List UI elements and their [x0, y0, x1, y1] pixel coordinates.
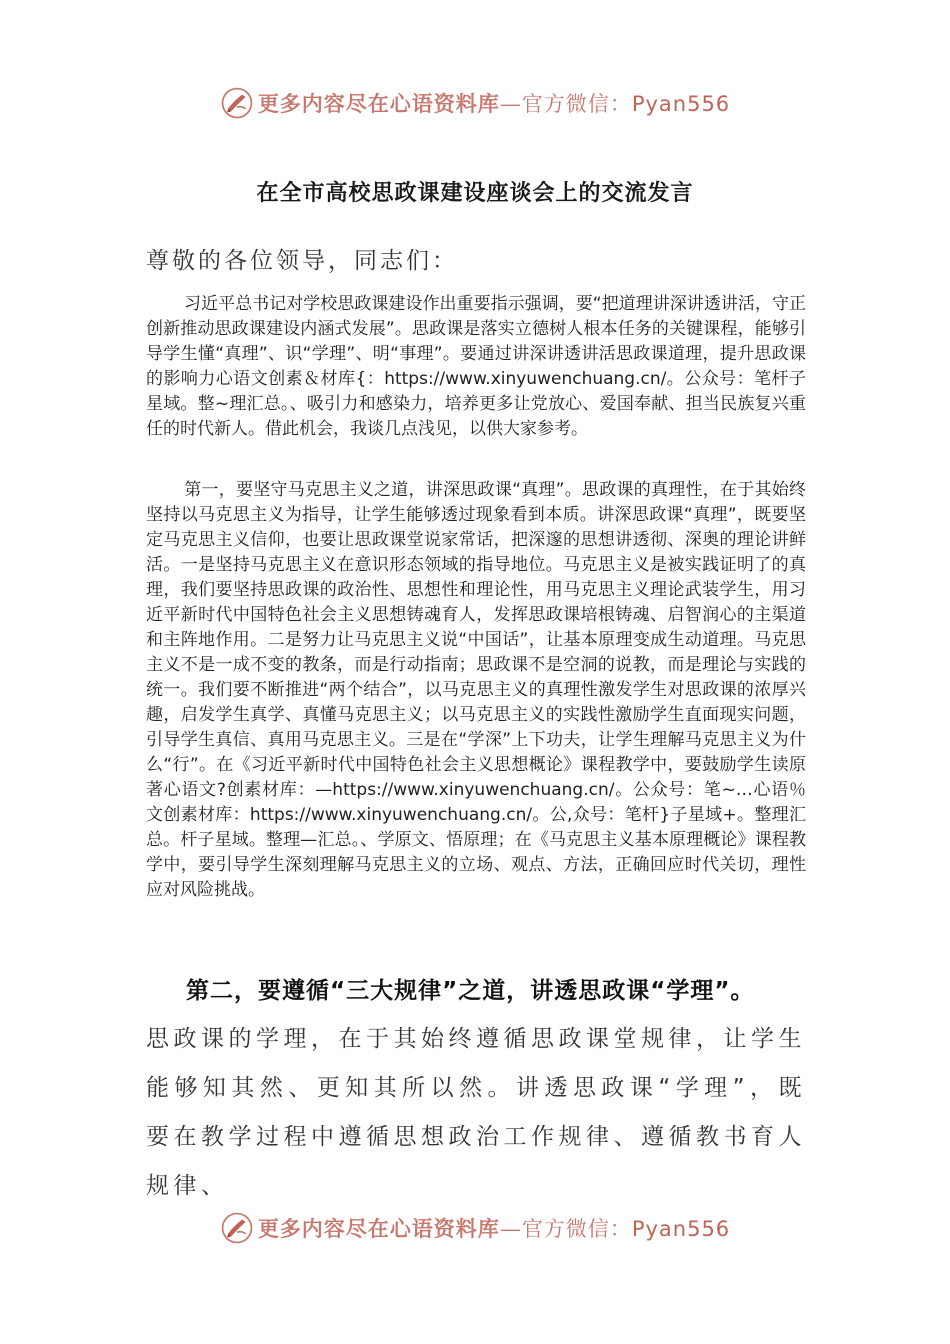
document-title: 在全市高校思政课建设座谈会上的交流发言 — [256, 181, 694, 206]
banner-dash: — — [499, 1217, 522, 1241]
banner-library-text: 更多内容尽在心语资料库 — [257, 91, 500, 116]
paragraph-intro — [146, 292, 806, 442]
writing-hand-icon — [220, 86, 254, 120]
writing-hand-icon — [220, 1211, 254, 1245]
banner-wechat-id: Pyan556 — [631, 1217, 731, 1241]
banner-wechat-label: 官方微信： — [521, 92, 632, 116]
footer-watermark-banner — [0, 1208, 950, 1248]
banner-text — [258, 1213, 730, 1243]
paragraph-first-point-text: 第一，要坚守马克思主义之道，讲深思政课“真理”。思政课的真理性，在于其始终坚持以马克思主义为指导，让学生能够透过现象看到本质。讲深思政课“真理”，既要坚定马克思主义信仰，也要让思政课堂说家常话，把深邃的思想讲透彻、深奥的理论讲鲜活。一是坚持马克思主义在意识形态领域的指导地位。马克思主义是被实践证明了的真理，我们要坚持思政课的政治性、思想性和理论性，用马克思主义理论武装学生，用习近平新时代中国特色社会主义思想铸魂育人，发挥思政课培根铸魂、启智润心的主渠道和主阵地作用。二是努力让马克思主义说“中国话”，让基本原理变成生动道理。马克思主义不是一成不变的教条，而是行动指南；思政课不是空洞的说教，而是理论与实践的统一。我们要不断推进“两个结合”，以马克思主义的真理性激发学生对思政课的浓厚兴趣，启发学生真学、真懂马克思主义；以马克思主义的实践性激励学生直面现实问题，引导学生真信、真用马克思主义。三是在“学深”上下功夫，让学生理解马克思主义为什么“行”。在《习近平新时代中国特色社会主义思想概论》课程教学中，要鼓励学生读原著心语文?创素材库：—https://www.xinyuwenchuang.cn/。公众号：笔~…心语％文创素材库：https://www.xinyuwenchuang.cn/。公,众号：笔杆}子星域+。整理汇总。杆子星域。整理—汇总。、学原文、悟原理；在《马克思主义基本原理概论》课程教学中，要引导学生深刻理解马克思主义的立场、观点、方法，正确回应时代关切，理性应对风险挑战。 — [146, 480, 806, 900]
paragraph-intro-text: 习近平总书记对学校思政课建设作出重要指示强调，要“把道理讲深讲透讲活，守正创新推动思政课建设内涵式发展”。思政课是落实立德树人根本任务的关键课程，能够引导学生懂“真理”、识“学理”、明“事理”。要通过讲深讲透讲活思政课道理，提升思政课的影响力心语文创素＆材库{：https://www.xinyuwenchuang.cn/。公众号：笔杆子星域。整~理汇总。、吸引力和感染力，培养更多让党放心、爱国奉献、担当民族复兴重任的时代新人。借此机会，我谈几点浅见，以供大家参考。 — [146, 294, 806, 439]
section-heading-second — [146, 972, 826, 1005]
banner-wechat-label: 官方微信： — [521, 1217, 632, 1241]
paragraph-second-point: 思政课的学理，在于其始终遵循思政课堂规律，让学生能够知其然、更知其所以然。讲透思政课“学理”，既要在教学过程中遵循思想政治工作规律、遵循教书育人规律、 — [146, 1026, 806, 1199]
greeting: 尊敬的各位领导，同志们： — [146, 248, 458, 274]
section-heading-second-text: 第二，要遵循“三大规律”之道，讲透思政课“学理”。 — [186, 978, 755, 1004]
banner-wechat-id: Pyan556 — [631, 92, 731, 116]
header-watermark-banner — [0, 83, 950, 123]
banner-library-text: 更多内容尽在心语资料库 — [257, 1216, 500, 1241]
banner-text — [258, 88, 730, 118]
banner-dash: — — [499, 92, 522, 116]
paragraph-first-point — [146, 478, 806, 903]
